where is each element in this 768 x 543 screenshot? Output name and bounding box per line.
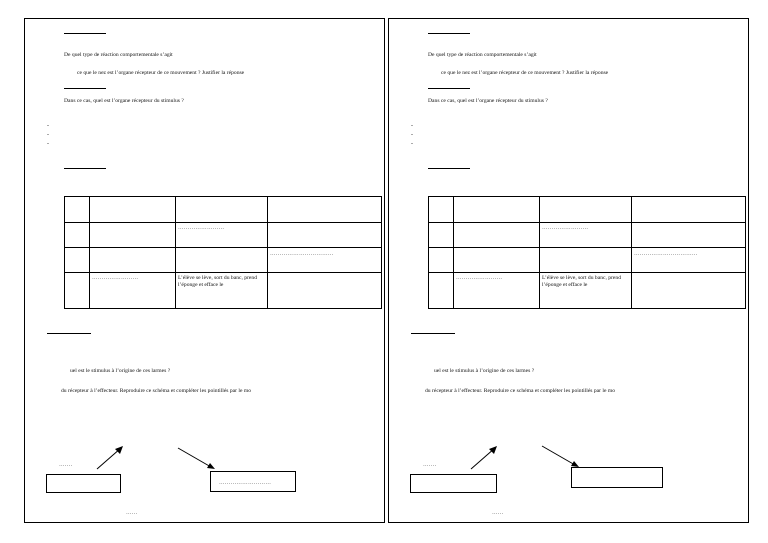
heading-underline (428, 168, 470, 169)
table-cell (268, 223, 382, 248)
question-reaction-type: De quel type de réaction comportementale s’agit (428, 52, 537, 58)
table-cell (454, 273, 540, 309)
table-cell (540, 273, 632, 309)
response-table (428, 196, 746, 309)
table-cell (176, 248, 268, 273)
table-cell (176, 197, 268, 223)
arrow-up-right-icon (469, 445, 501, 471)
question-stimulus-receptor: Dans ce cas, quel est l’organe récepteur du stimulus ? (64, 98, 184, 104)
response-table (64, 196, 382, 309)
diagram-box-left (410, 474, 497, 493)
arrow-down-right-icon (177, 447, 217, 471)
table-cell (90, 223, 176, 248)
table-cell (90, 197, 176, 223)
heading-underline (411, 333, 455, 334)
diagram-box-right (210, 471, 296, 492)
diagram-box-right (571, 467, 663, 488)
table-cell (90, 248, 176, 273)
table-cell (454, 248, 540, 273)
table-cell (65, 197, 90, 223)
diagram-box-dots: ……………………… (219, 480, 272, 486)
question-diagram-instruction: du récepteur à l’effecteur. Reproduire ce schéma et compléter les pointillés par le mo (61, 388, 252, 394)
table-cell (454, 223, 540, 248)
response-text: L’élève se lève, sort du banc, prend l’éponge et efface le (178, 275, 258, 288)
table-cell (540, 248, 632, 273)
table-cell (176, 273, 268, 309)
table-cell (268, 248, 382, 273)
question-diagram-instruction: du récepteur à l’effecteur. Reproduire ce schéma et compléter les pointillés par le mo (425, 388, 616, 394)
list-dash: - (47, 141, 49, 147)
question-stimulus-receptor: Dans ce cas, quel est l’organe récepteur du stimulus ? (428, 98, 548, 104)
table-cell (540, 197, 632, 223)
diagram-label-dots: ……. (59, 462, 73, 468)
question-nose-receptor: ce que le nez est l’organe récepteur de ce mouvement ? Justifier la réponse (441, 70, 609, 76)
diagram-label-dots: ……. (423, 462, 437, 468)
table-cell (268, 197, 382, 223)
list-dash: - (47, 132, 49, 138)
table-cell (65, 273, 90, 309)
fill-in-dots: …………………… (456, 275, 503, 281)
list-dash: - (411, 141, 413, 147)
heading-underline (428, 88, 470, 89)
footer-dots: …… (492, 510, 504, 516)
table-cell (90, 273, 176, 309)
fill-in-dots: …………………… (92, 275, 139, 281)
table-cell (429, 248, 454, 273)
question-reaction-type: De quel type de réaction comportementale s’agit (64, 52, 173, 58)
heading-underline (428, 33, 470, 34)
worksheet-page-left (24, 18, 385, 523)
table-cell (65, 223, 90, 248)
table-cell (429, 197, 454, 223)
heading-underline (64, 33, 106, 34)
footer-dots: …… (126, 510, 138, 516)
table-cell (632, 223, 746, 248)
arrow-up-right-icon (95, 445, 127, 471)
table-cell (65, 248, 90, 273)
fill-in-dots: …………………… (178, 225, 225, 231)
fill-in-dots: …………………………… (634, 251, 698, 257)
list-dash: - (411, 132, 413, 138)
heading-underline (64, 88, 106, 89)
list-dash: - (47, 123, 49, 129)
table-cell (632, 248, 746, 273)
question-tears-stimulus: uel est le stimulus à l’origine de ces larmes ? (434, 368, 535, 374)
table-cell (454, 197, 540, 223)
table-cell (540, 223, 632, 248)
fill-in-dots: …………………………… (270, 251, 334, 257)
table-cell (176, 223, 268, 248)
diagram-box-left (46, 474, 121, 493)
worksheet-page-right (388, 18, 749, 523)
response-text: L’élève se lève, sort du banc, prend l’éponge et efface le (542, 275, 622, 288)
list-dash: - (411, 123, 413, 129)
fill-in-dots: …………………… (542, 225, 589, 231)
table-cell (268, 273, 382, 309)
question-nose-receptor: ce que le nez est l’organe récepteur de ce mouvement ? Justifier la réponse (77, 70, 245, 76)
heading-underline (64, 168, 106, 169)
table-cell (632, 273, 746, 309)
question-tears-stimulus: uel est le stimulus à l’origine de ces larmes ? (70, 368, 171, 374)
heading-underline (47, 333, 91, 334)
table-cell (632, 197, 746, 223)
table-cell (429, 273, 454, 309)
table-cell (429, 223, 454, 248)
arrow-down-right-icon (541, 445, 581, 469)
